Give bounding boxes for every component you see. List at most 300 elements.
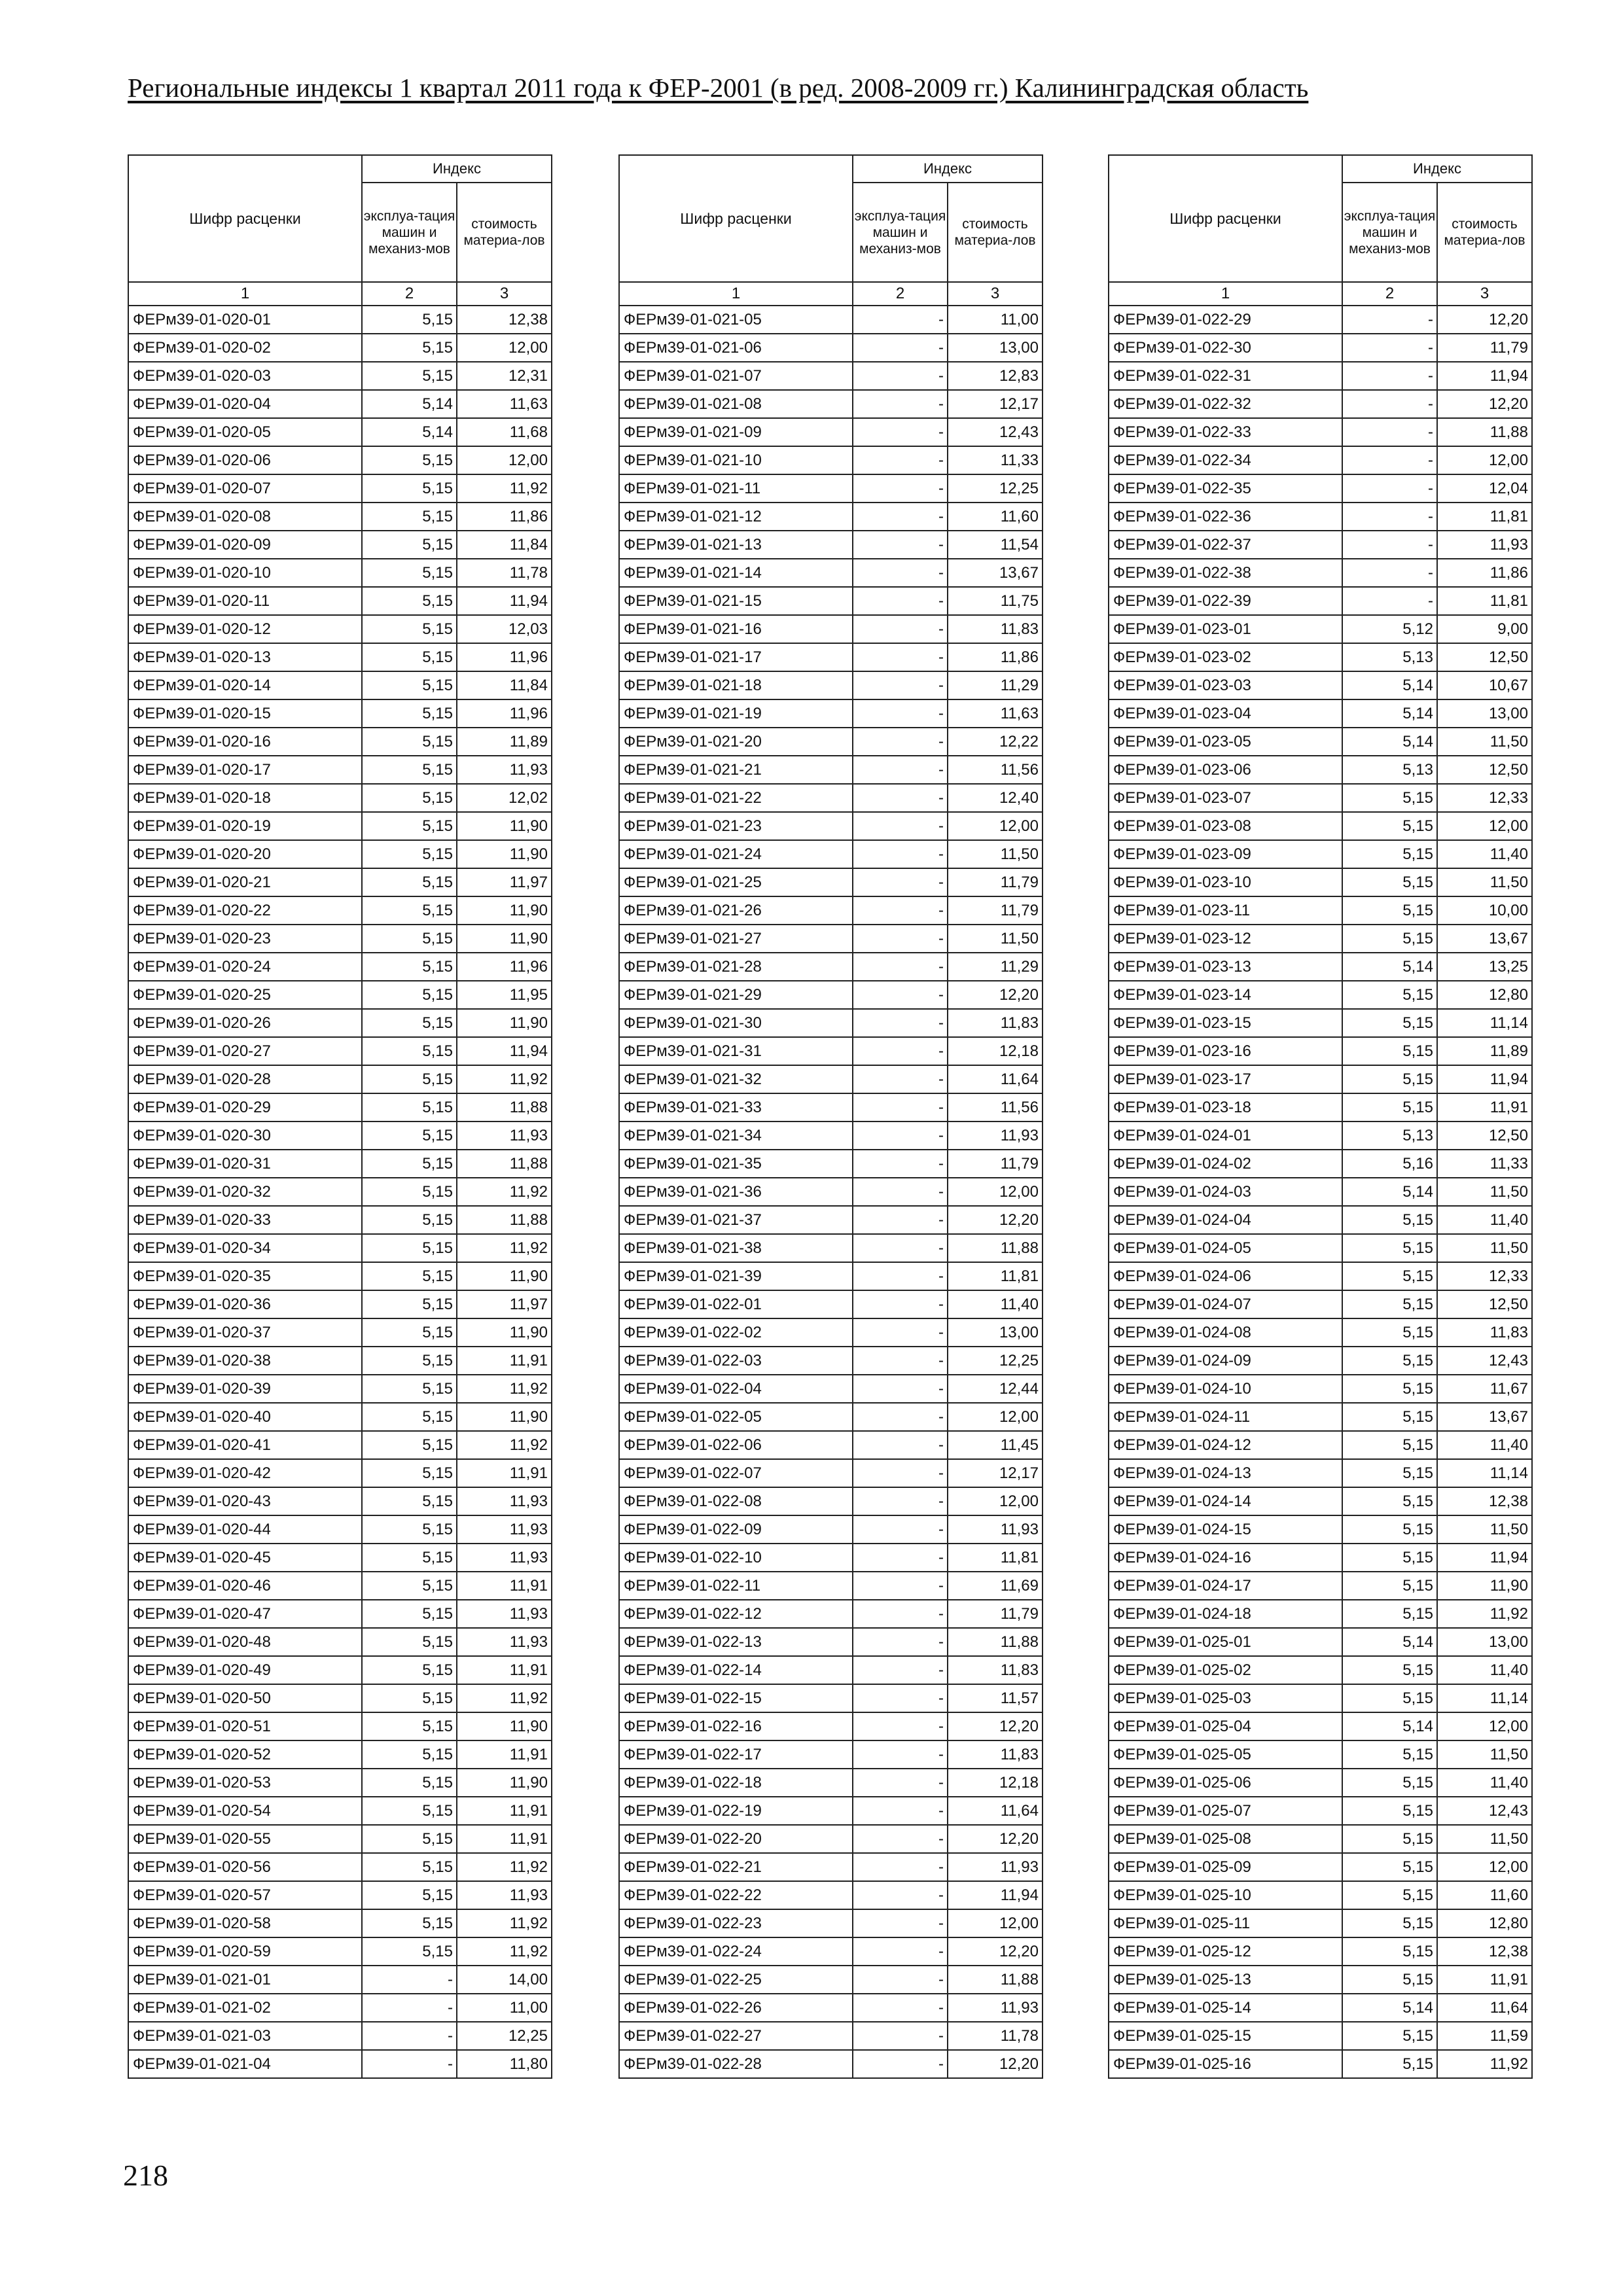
machines-index: 5,15 [362, 1459, 457, 1487]
table-row [1109, 390, 1532, 418]
header-col-num: 3 [1437, 282, 1532, 306]
materials-index: 11,63 [457, 390, 552, 418]
rate-code: ФЕРм39-01-023-03 [1109, 671, 1342, 699]
rate-code: ФЕРм39-01-022-01 [619, 1290, 853, 1318]
materials-index: 11,69 [948, 1572, 1043, 1600]
rate-code: ФЕРм39-01-022-28 [619, 2050, 853, 2078]
table-row [128, 334, 552, 362]
machines-index: 5,15 [362, 1628, 457, 1656]
table-row [619, 1881, 1043, 1909]
materials-index: 11,92 [457, 1234, 552, 1262]
machines-index: - [853, 1178, 948, 1206]
index-table-middle [618, 154, 1043, 2079]
table-row [128, 896, 552, 925]
machines-index: - [853, 390, 948, 418]
rate-code: ФЕРм39-01-024-03 [1109, 1178, 1342, 1206]
rate-code: ФЕРм39-01-020-58 [128, 1909, 362, 1937]
table-row [619, 1318, 1043, 1347]
machines-index: 5,15 [362, 643, 457, 671]
machines-index: - [853, 1937, 948, 1966]
rate-code: ФЕРм39-01-022-22 [619, 1881, 853, 1909]
rate-code: ФЕРм39-01-023-08 [1109, 812, 1342, 840]
rate-code: ФЕРм39-01-020-01 [128, 306, 362, 334]
materials-index: 11,88 [948, 1628, 1043, 1656]
rate-code: ФЕРм39-01-023-01 [1109, 615, 1342, 643]
materials-index: 10,00 [1437, 896, 1532, 925]
rate-code: ФЕРм39-01-024-02 [1109, 1150, 1342, 1178]
materials-index: 11,94 [457, 587, 552, 615]
machines-index: 5,15 [1342, 784, 1437, 812]
materials-index: 11,93 [948, 1994, 1043, 2022]
table-row [128, 1009, 552, 1037]
machines-index: 5,15 [1342, 1797, 1437, 1825]
materials-index: 11,93 [457, 1881, 552, 1909]
rate-code: ФЕРм39-01-024-08 [1109, 1318, 1342, 1347]
machines-index: 5,15 [1342, 981, 1437, 1009]
materials-index: 12,25 [948, 474, 1043, 503]
table-row [1109, 1459, 1532, 1487]
machines-index: - [853, 953, 948, 981]
machines-index: 5,15 [1342, 1684, 1437, 1712]
table-row [619, 953, 1043, 981]
machines-index: - [853, 784, 948, 812]
rate-code: ФЕРм39-01-022-37 [1109, 531, 1342, 559]
table-row [619, 446, 1043, 474]
materials-index: 11,79 [948, 1600, 1043, 1628]
machines-index: - [853, 896, 948, 925]
materials-index: 11,88 [948, 1966, 1043, 1994]
rate-code: ФЕРм39-01-020-07 [128, 474, 362, 503]
machines-index: - [853, 925, 948, 953]
materials-index: 12,50 [1437, 1290, 1532, 1318]
table-row [1109, 699, 1532, 728]
materials-index: 11,88 [457, 1150, 552, 1178]
table-row [1109, 925, 1532, 953]
machines-index: 5,15 [362, 1150, 457, 1178]
rate-code: ФЕРм39-01-023-07 [1109, 784, 1342, 812]
table-row [619, 1628, 1043, 1656]
table-row [619, 418, 1043, 446]
header-machines: эксплуа-тация машин и механиз-мов [1342, 183, 1437, 282]
machines-index: 5,15 [362, 446, 457, 474]
materials-index: 12,33 [1437, 1262, 1532, 1290]
materials-index: 12,00 [948, 1487, 1043, 1515]
table-row [1109, 1403, 1532, 1431]
table-row [128, 1966, 552, 1994]
rate-code: ФЕРм39-01-023-05 [1109, 728, 1342, 756]
table-row [1109, 1600, 1532, 1628]
rate-code: ФЕРм39-01-020-03 [128, 362, 362, 390]
materials-index: 14,00 [457, 1966, 552, 1994]
machines-index: 5,15 [362, 362, 457, 390]
table-row [1109, 953, 1532, 981]
materials-index: 11,90 [457, 812, 552, 840]
rate-code: ФЕРм39-01-020-13 [128, 643, 362, 671]
table-row [619, 1375, 1043, 1403]
rate-code: ФЕРм39-01-020-27 [128, 1037, 362, 1065]
machines-index: - [362, 2050, 457, 2078]
machines-index: 5,15 [1342, 1769, 1437, 1797]
table-row [128, 503, 552, 531]
rate-code: ФЕРм39-01-021-36 [619, 1178, 853, 1206]
machines-index: - [1342, 418, 1437, 446]
materials-index: 11,83 [948, 1009, 1043, 1037]
materials-index: 11,83 [1437, 1318, 1532, 1347]
machines-index: - [853, 1093, 948, 1122]
table-row [128, 1347, 552, 1375]
header-col-num: 3 [948, 282, 1043, 306]
rate-code: ФЕРм39-01-020-33 [128, 1206, 362, 1234]
table-row [1109, 446, 1532, 474]
table-row [619, 1150, 1043, 1178]
table-row [1109, 1740, 1532, 1769]
machines-index: 5,15 [362, 1234, 457, 1262]
materials-index: 11,40 [1437, 840, 1532, 868]
materials-index: 12,43 [1437, 1797, 1532, 1825]
table-row [128, 615, 552, 643]
machines-index: 5,15 [362, 559, 457, 587]
rate-code: ФЕРм39-01-020-59 [128, 1937, 362, 1966]
rate-code: ФЕРм39-01-020-19 [128, 812, 362, 840]
rate-code: ФЕРм39-01-025-12 [1109, 1937, 1342, 1966]
machines-index: 5,14 [1342, 728, 1437, 756]
table-row [128, 643, 552, 671]
rate-code: ФЕРм39-01-022-16 [619, 1712, 853, 1740]
rate-code: ФЕРм39-01-020-09 [128, 531, 362, 559]
materials-index: 12,00 [457, 446, 552, 474]
rate-code: ФЕРм39-01-020-40 [128, 1403, 362, 1431]
rate-code: ФЕРм39-01-022-31 [1109, 362, 1342, 390]
rate-code: ФЕРм39-01-024-12 [1109, 1431, 1342, 1459]
machines-index: 5,15 [1342, 1318, 1437, 1347]
header-machines: эксплуа-тация машин и механиз-мов [853, 183, 948, 282]
machines-index: - [853, 1403, 948, 1431]
table-row [619, 1290, 1043, 1318]
rate-code: ФЕРм39-01-020-47 [128, 1600, 362, 1628]
materials-index: 13,67 [948, 559, 1043, 587]
table-row [619, 840, 1043, 868]
machines-index: 5,14 [1342, 1712, 1437, 1740]
table-row [619, 1797, 1043, 1825]
rate-code: ФЕРм39-01-020-53 [128, 1769, 362, 1797]
materials-index: 11,93 [1437, 531, 1532, 559]
rate-code: ФЕРм39-01-023-02 [1109, 643, 1342, 671]
materials-index: 11,45 [948, 1431, 1043, 1459]
table-row [619, 1656, 1043, 1684]
rate-code: ФЕРм39-01-020-36 [128, 1290, 362, 1318]
materials-index: 12,00 [1437, 812, 1532, 840]
table-row [1109, 474, 1532, 503]
materials-index: 12,00 [948, 812, 1043, 840]
table-row [619, 756, 1043, 784]
rate-code: ФЕРм39-01-022-17 [619, 1740, 853, 1769]
rate-code: ФЕРм39-01-023-16 [1109, 1037, 1342, 1065]
materials-index: 11,59 [1437, 2022, 1532, 2050]
machines-index: - [853, 1234, 948, 1262]
machines-index: 5,15 [362, 1881, 457, 1909]
rate-code: ФЕРм39-01-023-09 [1109, 840, 1342, 868]
materials-index: 12,00 [948, 1178, 1043, 1206]
table-row [1109, 643, 1532, 671]
machines-index: - [853, 1318, 948, 1347]
rate-code: ФЕРм39-01-023-10 [1109, 868, 1342, 896]
table-row [1109, 1769, 1532, 1797]
materials-index: 11,56 [948, 1093, 1043, 1122]
table-row [1109, 615, 1532, 643]
machines-index: 5,15 [1342, 2022, 1437, 2050]
materials-index: 11,92 [457, 1065, 552, 1093]
rate-code: ФЕРм39-01-024-05 [1109, 1234, 1342, 1262]
table-row [1109, 1684, 1532, 1712]
machines-index: 5,15 [362, 1206, 457, 1234]
rate-code: ФЕРм39-01-021-05 [619, 306, 853, 334]
rate-code: ФЕРм39-01-022-25 [619, 1966, 853, 1994]
machines-index: - [853, 2022, 948, 2050]
rate-code: ФЕРм39-01-021-22 [619, 784, 853, 812]
materials-index: 11,60 [1437, 1881, 1532, 1909]
table-row [1109, 1431, 1532, 1459]
materials-index: 12,20 [1437, 306, 1532, 334]
materials-index: 11,96 [457, 953, 552, 981]
machines-index: - [853, 1375, 948, 1403]
materials-index: 11,83 [948, 1740, 1043, 1769]
rate-code: ФЕРм39-01-020-22 [128, 896, 362, 925]
materials-index: 11,91 [457, 1459, 552, 1487]
machines-index: 5,16 [1342, 1150, 1437, 1178]
table-row [619, 1684, 1043, 1712]
machines-index: 5,15 [362, 587, 457, 615]
rate-code: ФЕРм39-01-025-02 [1109, 1656, 1342, 1684]
machines-index: - [853, 1966, 948, 1994]
materials-index: 12,43 [948, 418, 1043, 446]
header-code: Шифр расценки [128, 155, 362, 282]
table-body [1109, 306, 1532, 2078]
machines-index: 5,15 [362, 1065, 457, 1093]
materials-index: 13,00 [948, 1318, 1043, 1347]
table-row [1109, 1544, 1532, 1572]
table-row [619, 362, 1043, 390]
machines-index: 5,15 [362, 474, 457, 503]
materials-index: 11,50 [948, 925, 1043, 953]
table-row [128, 1825, 552, 1853]
materials-index: 11,90 [457, 1318, 552, 1347]
rate-code: ФЕРм39-01-024-18 [1109, 1600, 1342, 1628]
table-row [619, 1769, 1043, 1797]
table-row [128, 925, 552, 953]
machines-index: - [853, 1881, 948, 1909]
materials-index: 11,92 [1437, 2050, 1532, 2078]
table-body [128, 306, 552, 2078]
materials-index: 11,90 [457, 1009, 552, 1037]
table-row [1109, 1122, 1532, 1150]
machines-index: 5,14 [1342, 1628, 1437, 1656]
materials-index: 11,93 [457, 1600, 552, 1628]
materials-index: 11,33 [948, 446, 1043, 474]
materials-index: 11,96 [457, 643, 552, 671]
rate-code: ФЕРм39-01-020-12 [128, 615, 362, 643]
table-row [1109, 1009, 1532, 1037]
materials-index: 11,50 [1437, 1515, 1532, 1544]
machines-index: 5,15 [362, 1122, 457, 1150]
table-row [619, 390, 1043, 418]
machines-index: 5,15 [1342, 1740, 1437, 1769]
machines-index: 5,15 [362, 1347, 457, 1375]
machines-index: - [853, 643, 948, 671]
materials-index: 11,63 [948, 699, 1043, 728]
table-row [128, 1628, 552, 1656]
table-row [619, 531, 1043, 559]
machines-index: 5,14 [1342, 699, 1437, 728]
materials-index: 12,20 [948, 2050, 1043, 2078]
rate-code: ФЕРм39-01-020-52 [128, 1740, 362, 1769]
rate-code: ФЕРм39-01-020-04 [128, 390, 362, 418]
table-row [619, 1544, 1043, 1572]
rate-code: ФЕРм39-01-020-10 [128, 559, 362, 587]
table-row [619, 1853, 1043, 1881]
machines-index: 5,15 [362, 1600, 457, 1628]
rate-code: ФЕРм39-01-025-06 [1109, 1769, 1342, 1797]
table-row [1109, 1797, 1532, 1825]
table-row [128, 1544, 552, 1572]
table-row [1109, 334, 1532, 362]
machines-index: - [853, 1994, 948, 2022]
machines-index: 5,15 [1342, 1065, 1437, 1093]
table-row [619, 1347, 1043, 1375]
materials-index: 11,93 [948, 1853, 1043, 1881]
materials-index: 11,94 [1437, 1544, 1532, 1572]
header-index: Индекс [1342, 155, 1532, 183]
header-machines: эксплуа-тация машин и механиз-мов [362, 183, 457, 282]
materials-index: 12,00 [457, 334, 552, 362]
table-row [128, 1797, 552, 1825]
rate-code: ФЕРм39-01-020-14 [128, 671, 362, 699]
machines-index: 5,15 [362, 1909, 457, 1937]
rate-code: ФЕРм39-01-021-15 [619, 587, 853, 615]
table-row [128, 1178, 552, 1206]
rate-code: ФЕРм39-01-020-32 [128, 1178, 362, 1206]
machines-index: - [853, 1487, 948, 1515]
machines-index: - [853, 1206, 948, 1234]
table-row [1109, 1178, 1532, 1206]
machines-index: 5,15 [362, 953, 457, 981]
table-row [1109, 784, 1532, 812]
machines-index: 5,15 [362, 925, 457, 953]
rate-code: ФЕРм39-01-023-14 [1109, 981, 1342, 1009]
rate-code: ФЕРм39-01-022-08 [619, 1487, 853, 1515]
materials-index: 12,80 [1437, 981, 1532, 1009]
table-row [1109, 1206, 1532, 1234]
rate-code: ФЕРм39-01-022-18 [619, 1769, 853, 1797]
table-row [1109, 1937, 1532, 1966]
rate-code: ФЕРм39-01-020-28 [128, 1065, 362, 1093]
materials-index: 13,67 [1437, 925, 1532, 953]
rate-code: ФЕРм39-01-025-14 [1109, 1994, 1342, 2022]
materials-index: 12,33 [1437, 784, 1532, 812]
materials-index: 11,81 [1437, 503, 1532, 531]
table-row [1109, 812, 1532, 840]
header-col-num: 3 [457, 282, 552, 306]
table-row [619, 1740, 1043, 1769]
rate-code: ФЕРм39-01-024-10 [1109, 1375, 1342, 1403]
machines-index: 5,15 [1342, 1009, 1437, 1037]
machines-index: - [853, 981, 948, 1009]
machines-index: 5,15 [1342, 1290, 1437, 1318]
table-row [128, 1234, 552, 1262]
materials-index: 11,29 [948, 953, 1043, 981]
table-row [1109, 1881, 1532, 1909]
materials-index: 11,91 [1437, 1966, 1532, 1994]
table-row [128, 868, 552, 896]
rate-code: ФЕРм39-01-022-11 [619, 1572, 853, 1600]
table-row [619, 1994, 1043, 2022]
header-code: Шифр расценки [619, 155, 853, 282]
rate-code: ФЕРм39-01-020-38 [128, 1347, 362, 1375]
rate-code: ФЕРм39-01-022-36 [1109, 503, 1342, 531]
rate-code: ФЕРм39-01-021-18 [619, 671, 853, 699]
rate-code: ФЕРм39-01-021-04 [128, 2050, 362, 2078]
materials-index: 12,18 [948, 1769, 1043, 1797]
machines-index: 5,15 [362, 1403, 457, 1431]
table-row [128, 1515, 552, 1544]
table-row [128, 1684, 552, 1712]
table-row [128, 671, 552, 699]
rate-code: ФЕРм39-01-020-54 [128, 1797, 362, 1825]
rate-code: ФЕРм39-01-024-11 [1109, 1403, 1342, 1431]
rate-code: ФЕРм39-01-020-48 [128, 1628, 362, 1656]
header-code: Шифр расценки [1109, 155, 1342, 282]
machines-index: 5,15 [1342, 1825, 1437, 1853]
materials-index: 12,00 [1437, 1712, 1532, 1740]
machines-index: 5,15 [362, 699, 457, 728]
machines-index: 5,15 [362, 1515, 457, 1544]
machines-index: 5,15 [362, 812, 457, 840]
machines-index: 5,15 [1342, 1487, 1437, 1515]
machines-index: 5,15 [362, 671, 457, 699]
table-row [619, 2050, 1043, 2078]
machines-index: 5,13 [1342, 1122, 1437, 1150]
rate-code: ФЕРм39-01-020-41 [128, 1431, 362, 1459]
table-row [1109, 1065, 1532, 1093]
table-row [619, 1515, 1043, 1544]
materials-index: 12,20 [1437, 390, 1532, 418]
machines-index: 5,15 [362, 1769, 457, 1797]
materials-index: 11,14 [1437, 1009, 1532, 1037]
rate-code: ФЕРм39-01-020-42 [128, 1459, 362, 1487]
materials-index: 11,88 [948, 1234, 1043, 1262]
machines-index: - [853, 1347, 948, 1375]
machines-index: 5,15 [362, 1937, 457, 1966]
machines-index: - [362, 1994, 457, 2022]
materials-index: 11,84 [457, 531, 552, 559]
machines-index: 5,15 [362, 756, 457, 784]
machines-index: - [853, 531, 948, 559]
machines-index: 5,14 [1342, 953, 1437, 981]
rate-code: ФЕРм39-01-024-06 [1109, 1262, 1342, 1290]
machines-index: 5,15 [1342, 1093, 1437, 1122]
materials-index: 11,86 [457, 503, 552, 531]
materials-index: 12,83 [948, 362, 1043, 390]
table-row [1109, 1318, 1532, 1347]
materials-index: 11,94 [948, 1881, 1043, 1909]
machines-index: 5,15 [362, 728, 457, 756]
rate-code: ФЕРм39-01-022-05 [619, 1403, 853, 1431]
table-row [128, 2022, 552, 2050]
materials-index: 12,80 [1437, 1909, 1532, 1937]
materials-index: 11,00 [457, 1994, 552, 2022]
machines-index: 5,13 [1342, 643, 1437, 671]
materials-index: 12,20 [948, 1937, 1043, 1966]
machines-index: 5,15 [362, 1684, 457, 1712]
